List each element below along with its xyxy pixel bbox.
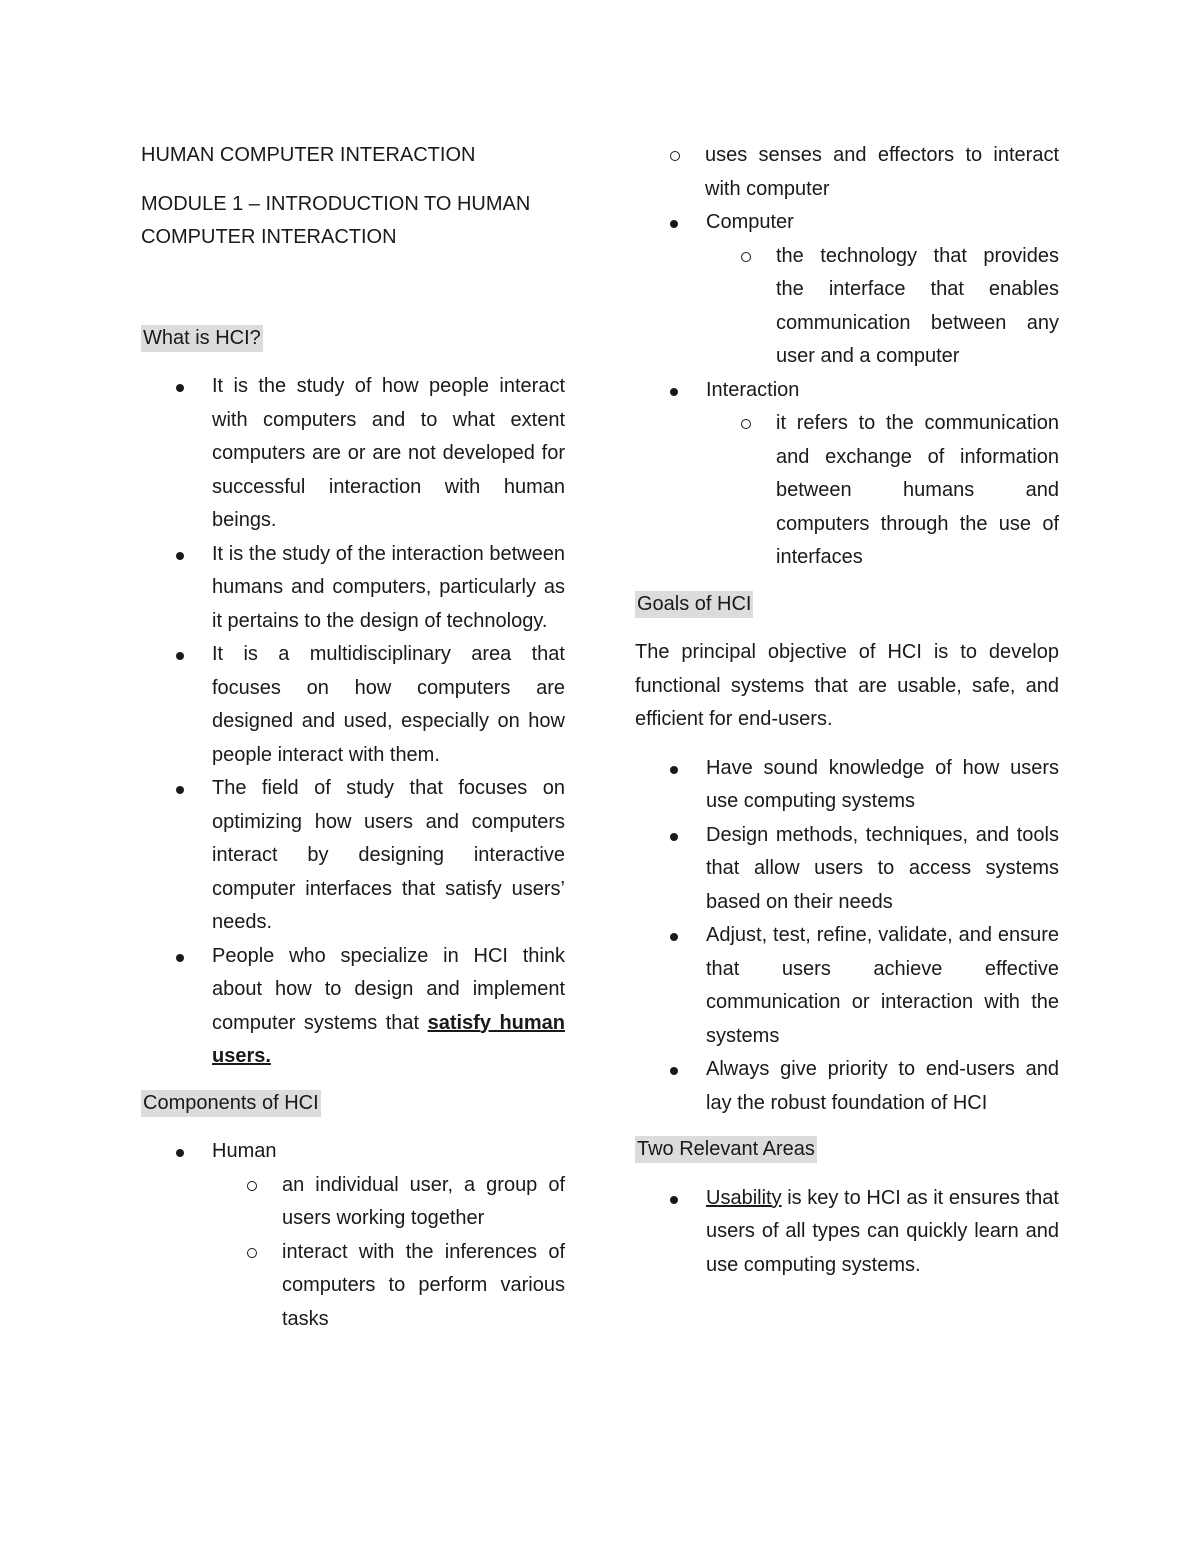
component-interaction bbox=[635, 374, 1059, 575]
what-is-hci-heading: What is HCI? bbox=[141, 322, 565, 356]
emphasis-text: satisfy human users. bbox=[212, 1011, 566, 1067]
list-item bbox=[635, 1182, 1059, 1283]
sub-item: an individual user, a group of users working together bbox=[212, 1169, 565, 1236]
list-item: Design methods, techniques, and tools that allow users to access systems based on their needs bbox=[635, 819, 1059, 920]
goals-list bbox=[635, 752, 1059, 1121]
goals-intro: The principal objective of HCI is to develop functional systems that are usable, safe, and efficient for end-users. bbox=[635, 641, 1059, 730]
left-column bbox=[141, 139, 565, 1336]
list-item: It is the study of the interaction between humans and computers, particularly as it pertains to the design of technology. bbox=[141, 538, 565, 639]
list-item bbox=[141, 940, 565, 1074]
interaction-sublist bbox=[706, 407, 1059, 575]
component-label: Interaction bbox=[706, 378, 800, 401]
components-list bbox=[141, 1135, 565, 1336]
usability-term: Usability bbox=[706, 1186, 782, 1209]
areas-heading: Two Relevant Areas bbox=[635, 1133, 1059, 1167]
computer-sublist bbox=[706, 240, 1059, 374]
list-item: It is a multidisciplinary area that focuses on how computers are designed and used, especially on how people interact with them. bbox=[141, 638, 565, 772]
document-title: HUMAN COMPUTER INTERACTION bbox=[141, 144, 476, 166]
list-item: Have sound knowledge of how users use computing systems bbox=[635, 752, 1059, 819]
list-item-text: is key to HCI as it ensures that users of all types can quickly learn and use computing systems. bbox=[706, 1186, 1059, 1276]
sub-item: the technology that provides the interface that enables communication between any user and a computer bbox=[706, 240, 1059, 374]
sub-item: it refers to the communication and exchange of information between humans and computers through the use of interfaces bbox=[706, 407, 1059, 575]
component-computer bbox=[635, 206, 1059, 374]
module-title: MODULE 1 – INTRODUCTION TO HUMAN COMPUTER INTERACTION bbox=[141, 192, 531, 248]
components-list-continued bbox=[635, 206, 1059, 575]
what-is-hci-list bbox=[141, 370, 565, 1074]
component-label: Human bbox=[212, 1140, 277, 1162]
list-item: The field of study that focuses on optimizing how users and computers interact by designing interactive computer interfaces that satisfy users’ needs. bbox=[141, 772, 565, 940]
components-heading: Components of HCI bbox=[141, 1087, 565, 1121]
list-item: Always give priority to end-users and lay the robust foundation of HCI bbox=[635, 1053, 1059, 1120]
human-sublist-continued bbox=[635, 139, 1059, 206]
list-item-text: People who specialize in HCI think about how to design and implement computer systems that bbox=[212, 944, 565, 1034]
areas-list bbox=[635, 1182, 1059, 1283]
list-item: It is the study of how people interact with computers and to what extent computers are or are not developed for successful interaction with human beings. bbox=[141, 370, 565, 538]
goals-heading: Goals of HCI bbox=[635, 588, 1059, 622]
right-column bbox=[635, 139, 1059, 1282]
component-human bbox=[141, 1135, 565, 1336]
sub-item: uses senses and effectors to interact with computer bbox=[635, 139, 1059, 206]
sub-item: interact with the inferences of computers to perform various tasks bbox=[212, 1236, 565, 1337]
human-sublist bbox=[212, 1169, 565, 1337]
component-label: Computer bbox=[706, 211, 794, 233]
list-item: Adjust, test, refine, validate, and ensure that users achieve effective communication or interaction with the systems bbox=[635, 919, 1059, 1053]
